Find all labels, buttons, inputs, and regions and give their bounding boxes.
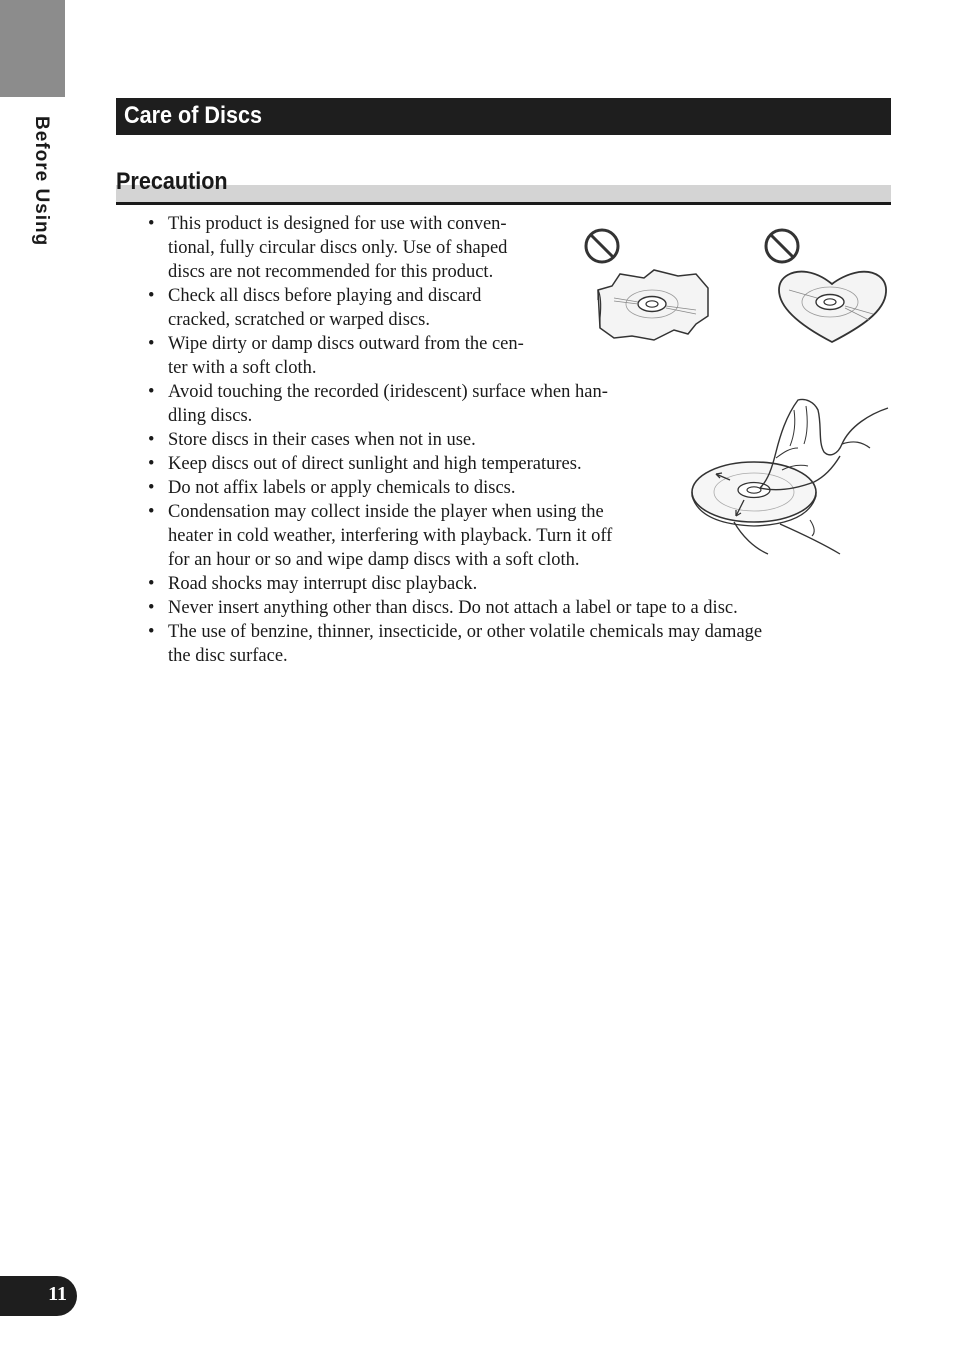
list-item-line: the disc surface. <box>168 646 288 666</box>
side-label: Before Using <box>31 116 52 247</box>
shaped-disc-illustration <box>592 268 714 344</box>
list-item-line: • Wipe dirty or damp discs outward from the cen- <box>168 334 524 354</box>
list-item-line: cracked, scratched or warped discs. <box>168 310 430 330</box>
list-item-line: • This product is designed for use with conven- <box>168 214 507 234</box>
page-number-tab <box>0 1276 77 1316</box>
list-item-line: dling discs. <box>168 406 253 426</box>
list-item-line: discs are not recommended for this product. <box>168 262 494 282</box>
disc-wiping-illustration <box>690 396 890 556</box>
prohibited-icon <box>583 227 621 265</box>
section-title-bar <box>116 98 891 135</box>
subsection-bar <box>116 185 891 205</box>
list-item-line: • Store discs in their cases when not in use. <box>168 430 476 450</box>
list-item <box>168 596 762 620</box>
list-item <box>168 572 762 596</box>
list-item <box>168 428 762 452</box>
list-item-line: heater in cold weather, interfering with playback. Turn it off <box>168 526 613 546</box>
list-item-line: • Avoid touching the recorded (iridescent) surface when han- <box>168 382 608 402</box>
list-item-line: ter with a soft cloth. <box>168 358 317 378</box>
section-title: Care of Discs <box>124 102 263 129</box>
list-item-line: • Road shocks may interrupt disc playback. <box>168 574 478 594</box>
list-item-line: • Condensation may collect inside the player when using the <box>168 502 604 522</box>
list-item <box>168 476 762 500</box>
list-item-line: • The use of benzine, thinner, insecticide, or other volatile chemicals may damage <box>168 622 763 642</box>
list-item-line: • Never insert anything other than discs. Do not attach a label or tape to a disc. <box>168 598 738 618</box>
side-tab <box>0 0 65 97</box>
list-item <box>168 380 762 428</box>
list-item <box>168 620 762 668</box>
heart-disc-illustration <box>775 268 890 346</box>
subsection-title: Precaution <box>116 168 228 195</box>
list-item-line: • Do not affix labels or apply chemicals to discs. <box>168 478 516 498</box>
prohibited-icon <box>763 227 801 265</box>
page-number: 11 <box>48 1283 67 1305</box>
list-item <box>168 452 762 476</box>
list-item-line: tional, fully circular discs only. Use of shaped <box>168 238 508 258</box>
list-item-line: for an hour or so and wipe damp discs with a soft cloth. <box>168 550 580 570</box>
list-item-line: • Check all discs before playing and discard <box>168 286 482 306</box>
list-item-line: • Keep discs out of direct sunlight and high temperatures. <box>168 454 582 474</box>
list-item <box>168 500 762 572</box>
